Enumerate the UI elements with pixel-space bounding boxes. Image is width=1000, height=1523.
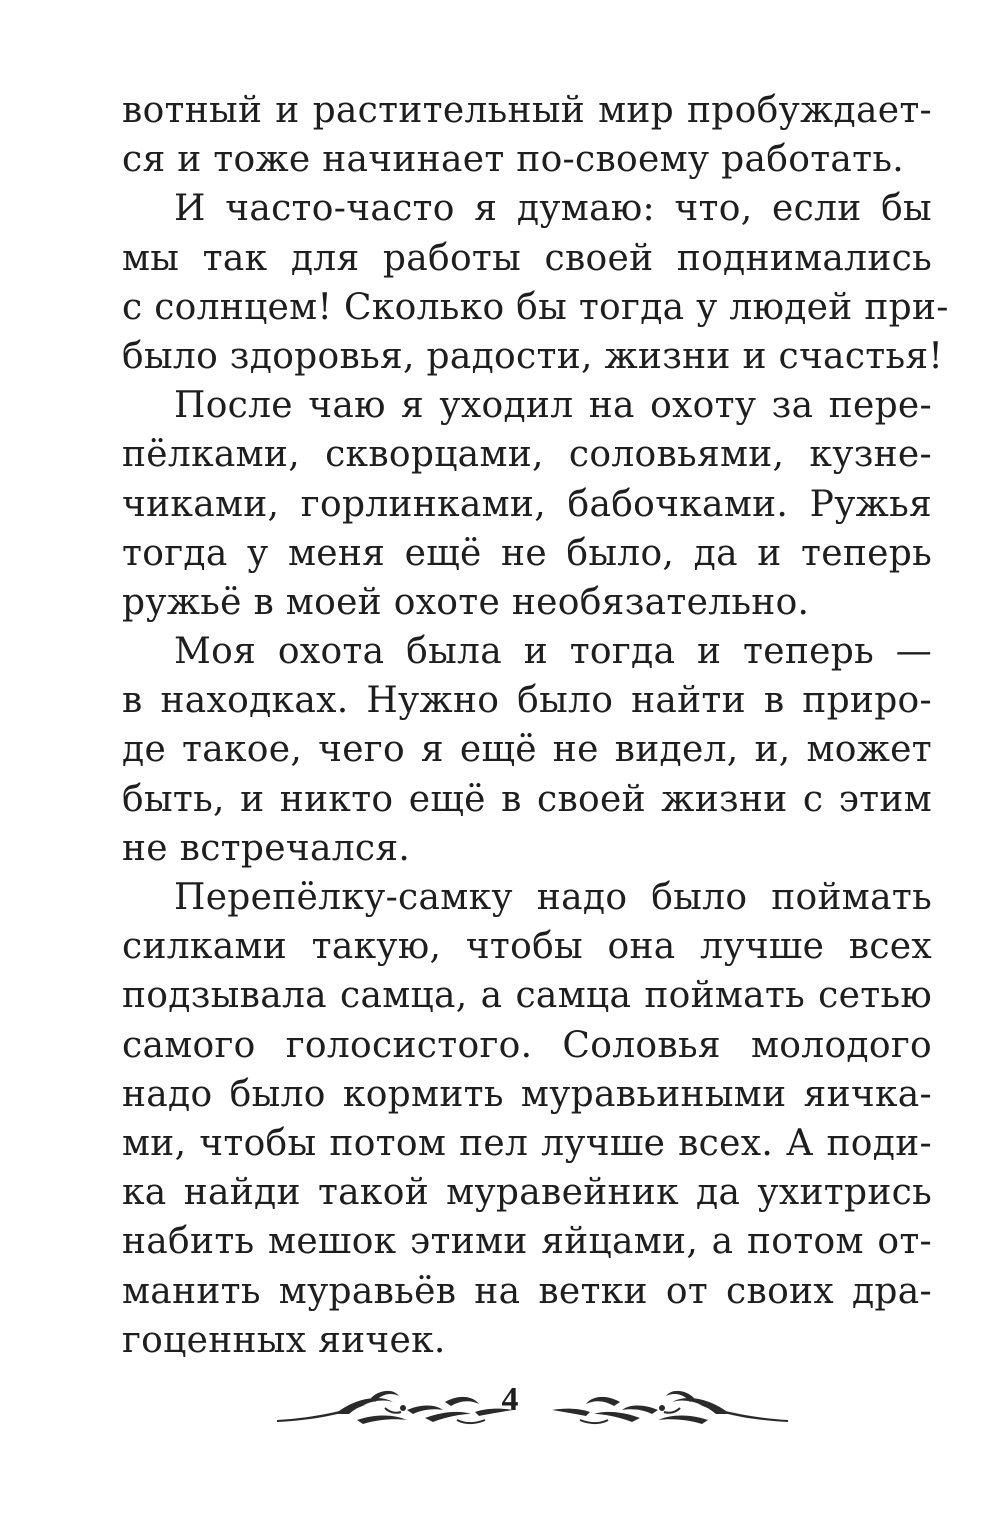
text-line: мы так для работы своей поднимались: [122, 237, 932, 279]
text-line: быть, и никто ещё в своей жизни с этим: [122, 778, 932, 820]
text-line: Моя охота была и тогда и теперь —: [174, 631, 932, 673]
page-number: 4: [501, 1381, 519, 1418]
text-line: ружьё в моей охоте необязательно.: [122, 581, 810, 623]
text-line: Перепёлку-самку надо было поймать: [174, 877, 932, 918]
text-line: пёлками, скворцами, соловьями, кузне-: [122, 434, 932, 476]
text-line: самого голосистого. Соловья молодого: [122, 1024, 932, 1066]
text-line: с солнцем! Сколько бы тогда у людей при-: [122, 286, 949, 328]
paragraph: [122, 86, 932, 184]
text-line: чиками, горлинками, бабочками. Ружья: [122, 483, 932, 525]
text-line: подзывала самца, а самца поймать сетью: [122, 975, 932, 1017]
text-line: не встречался.: [122, 827, 411, 869]
text-line: тогда у меня ещё не было, да и теперь: [122, 532, 932, 574]
text-line: гоценных яичек.: [122, 1319, 446, 1361]
text-line: надо было кормить муравьиными яичка-: [122, 1073, 932, 1115]
paragraph: [122, 627, 932, 873]
paragraph: [122, 873, 932, 1365]
text-line: в находках. Нужно было найти в приро-: [122, 680, 932, 722]
flourish-ornament-icon: [275, 1384, 515, 1430]
paragraph: [122, 381, 932, 627]
text-line: набить мешок этими яйцами, а потом от-: [122, 1221, 932, 1263]
text-line: И часто-часто я думаю: что, если бы: [174, 188, 932, 230]
text-line: вотный и растительный мир пробуждает-: [122, 90, 932, 131]
paragraph: [122, 184, 949, 381]
flourish-ornament-icon: [550, 1384, 790, 1430]
text-line: После чаю я уходил на охоту за пере-: [174, 385, 932, 427]
text-line: было здоровья, радости, жизни и счастья!: [122, 335, 944, 377]
text-line: манить муравьёв на ветки от своих дра-: [122, 1270, 932, 1312]
text-line: ка найди такой муравейник да ухитрись: [122, 1172, 932, 1214]
text-line: силками такую, чтобы она лучше всех: [122, 926, 932, 968]
text-line: ми, чтобы потом пел лучше всех. А поди-: [122, 1122, 932, 1164]
body-text: [122, 86, 949, 1365]
text-line: ся и тоже начинает по-своему работать.: [122, 139, 905, 181]
text-line: де такое, чего я ещё не видел, и, может: [122, 729, 932, 771]
page-footer: [0, 1378, 1000, 1438]
